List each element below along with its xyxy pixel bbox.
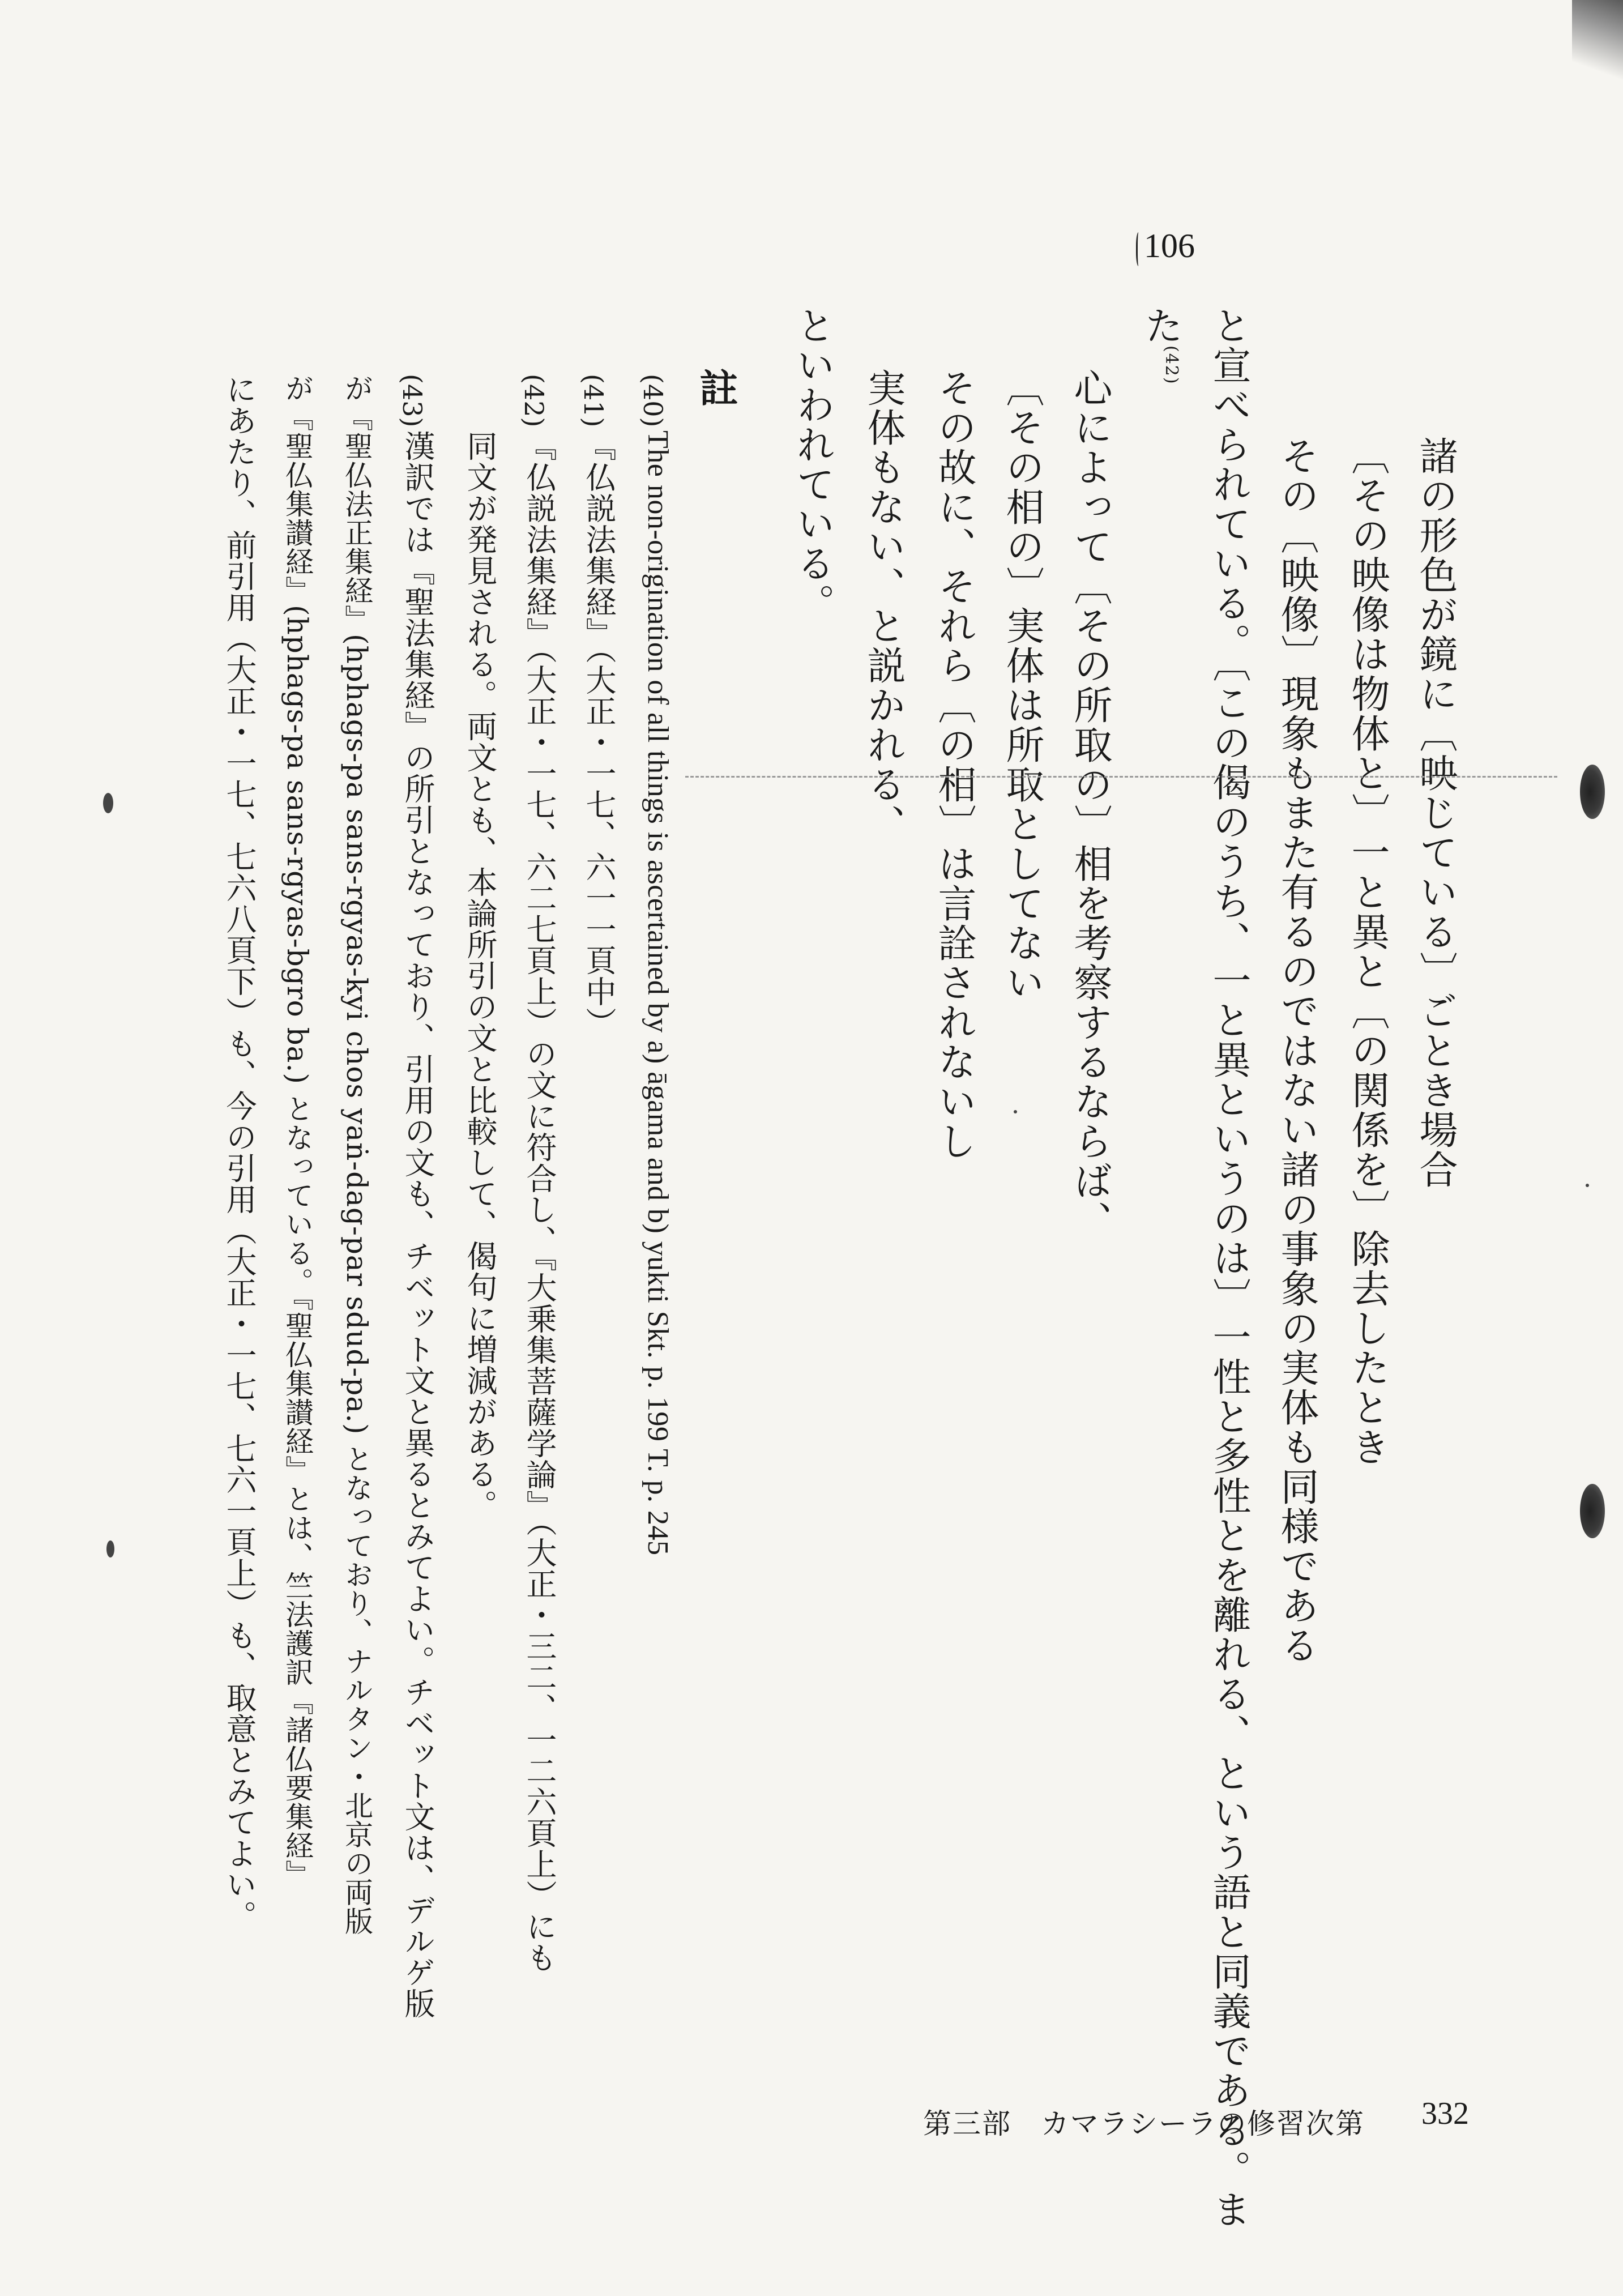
note-40-text: The non-origination of all things is ascertained by a) āgama and b) yukti Skt. p. 199 T. p. 245: [642, 430, 674, 1556]
body-line-2: 〔その映像は物体と〕一と異と〔の関係を〕除去したとき: [1345, 436, 1390, 1467]
footer-part: 第三部 カマラシーラの修習次第: [923, 2107, 1365, 2140]
page-marker-number: 106: [1144, 227, 1195, 264]
scan-fold-line: [685, 776, 1557, 778]
note-43-line-2: が『聖仏法正集経』(hphags-pa sans-rgyas-kyi chos yaṅ-dag-par sdud-pa.) となっており、ナルタン・北京の両版: [340, 374, 373, 1936]
body-line-7: 〔その相の〕実体は所取としてない: [1000, 368, 1044, 1002]
body-line-5-text: た: [1138, 306, 1183, 345]
note-43-line-4: にあたり、前引用（大正・一七、七六八頁下）も、今の引用（大正・一七、七六一頁上）も、取意とみてよい。: [221, 374, 257, 1931]
body-line-6: 心によって〔その所取の〕相を考察するならば、: [1067, 368, 1112, 1240]
binding-hole-top: [1580, 765, 1605, 819]
body-line-3: その〔映像〕現象もまた有るのではない諸の事象の実体も同様である: [1274, 436, 1319, 1665]
speck-4: [1014, 1110, 1017, 1113]
page-marker: [1144, 227, 1195, 266]
binding-hole-bottom: [1580, 1484, 1605, 1538]
footer-page-number: 332: [1421, 2096, 1469, 2131]
note-label-40: (40): [638, 374, 668, 428]
marker-bracket: [1136, 232, 1142, 266]
body-line-8: その故に、それら〔の相〕は言詮されないし: [932, 368, 976, 1161]
note-41-text: 『仏説法集経』（大正・一七、六一一頁中）: [581, 430, 617, 1038]
body-line-9: 実体もない、と説かれる、: [861, 368, 906, 844]
note-43-line-3: が『聖仏集讃経』(hphags-pa sans-rgyas-bgro ba.) となっている。『聖仏集讃経』とは、竺法護訳『諸仏要集経』: [281, 374, 314, 1889]
note-label-41: (41): [578, 374, 609, 428]
body-line-1: 諸の形色が鏡に〔映じている〕ごとき場合: [1413, 436, 1458, 1189]
speck-1: [103, 793, 113, 813]
speck-2: [106, 1540, 114, 1557]
note-label-42: (42): [519, 374, 549, 428]
page-corner-fold: [1572, 0, 1623, 96]
body-line-5: [1138, 306, 1183, 385]
speck-3: [1586, 1184, 1589, 1187]
body-line-10: といわれている。: [790, 306, 835, 623]
note-43-line-1: 漢訳では『聖法集経』の所引となっており、引用の文も、チベット文と異るとみてよい。チベット文は、デルゲ版: [400, 430, 435, 2019]
footnote-ref-42: (42): [1161, 345, 1181, 385]
note-42-line-2: 同文が発見される。両文とも、本論所引の文と比較して、偈句に増減がある。: [462, 430, 498, 1521]
body-line-4: と宣べられている。〔この偈のうち、一と異というのは〕一性と多性とを離れる、という語と同義である。ま: [1206, 306, 1251, 2229]
note-label-43: (43): [397, 374, 428, 428]
notes-heading: 註: [693, 368, 738, 408]
note-42-line-1: 『仏説法集経』（大正・一七、六二七頁上）の文に符合し、『大乗集菩薩学論』（大正・三二、一二六頁上）にも: [522, 430, 557, 1973]
